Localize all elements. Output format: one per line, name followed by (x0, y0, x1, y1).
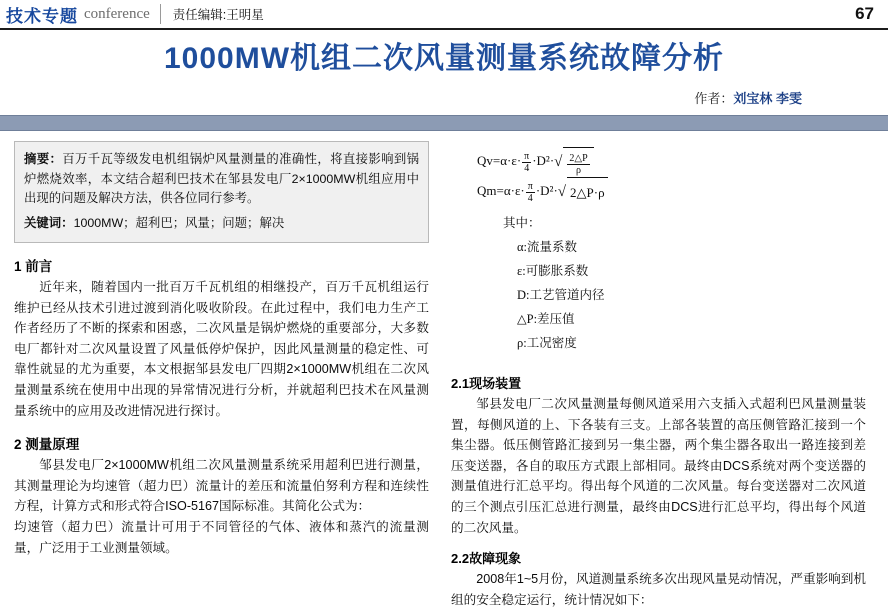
abstract-label: 摘要： (24, 152, 63, 166)
keywords-text: 1000MW；超利巴；风量；问题；解决 (73, 215, 285, 230)
authors-label: 作者： (694, 91, 734, 106)
responsible-editor: 责任编辑:王明星 (172, 8, 264, 22)
fraction-numerator: 2△P (569, 152, 588, 164)
keywords-label: 关键词： (24, 215, 74, 230)
page-title: 1000MW机组二次风量测量系统故障分析 (163, 42, 725, 75)
authors-names: 刘宝林 李雯 (733, 91, 802, 106)
formula-volumetric-flow (477, 147, 866, 177)
fraction (567, 153, 589, 176)
paragraph: 2008年1~5月份，风道测量系统多次出现风量晃动情况，严重影响到机组的安全稳定运行，统计情况如下： (451, 572, 866, 607)
fraction-denominator: 4 (524, 162, 530, 174)
legend-item: α:流量系数 (517, 240, 578, 255)
paragraph: 均速管（超力巴）流量计可用于不同管径的气体、液体和蒸汽的流量测量，广泛用于工业测量领域。 (14, 519, 429, 555)
paragraph: 近年来，随着国内一批百万千瓦机组的相继投产，百万千瓦机组运行维护已经从技术引进过渡到消化吸收阶段。在此过程中，我们电力生产工作者经历了不断的探索和困惑，二次风量是锅炉燃烧的重要部分，大多数电厂都针对二次风量设置了风量低停炉保护，因此风量测量的稳定性、可靠性就显的尤为重要，本文根据邹县发电厂四期2×1000MW机组在二次风量测量系统在使用中出现的异常情况进行分析，并就超利巴技术在风量测量系统中的应用及改进情况进行探讨。 (14, 280, 429, 418)
section-heading-1: 1 前言 (14, 259, 53, 274)
fraction (522, 151, 531, 174)
section-heading-2: 2 测量原理 (14, 437, 80, 453)
legend-item: △P:差压值 (517, 312, 575, 327)
legend-item: ρ:工况密度 (517, 336, 577, 351)
article-body (0, 131, 888, 610)
section-heading-2-1: 2.1现场装置 (451, 376, 522, 392)
left-column (14, 141, 429, 610)
right-column (451, 141, 866, 610)
page-header (0, 0, 888, 30)
legend-item: D:工艺管道内径 (517, 288, 605, 303)
fraction-denominator: ρ (576, 164, 582, 176)
abstract-box (14, 141, 429, 243)
formula-lhs: Qm=α·ε· (477, 183, 525, 199)
legend-item: ε:可膨胀系数 (517, 264, 589, 279)
header-divider-bar (0, 115, 888, 131)
formula-mid: ·D²· (535, 183, 558, 199)
page-number: 67 (855, 4, 874, 23)
fraction-numerator: π (527, 180, 533, 192)
formula-legend (477, 211, 866, 355)
formula-lhs: Qv=α·ε· (477, 153, 522, 168)
radical-icon: √ (557, 184, 567, 201)
fraction (526, 181, 535, 204)
formula-block (451, 141, 866, 355)
radicand: 2△P·ρ (567, 177, 608, 207)
fraction-denominator: 4 (527, 192, 533, 204)
radical-icon: √ (554, 154, 563, 171)
formula-mid: ·D²· (532, 153, 555, 168)
abstract-text: 百万千瓦等级发电机组锅炉风量测量的准确性，将直接影响到锅炉燃烧效率，本文结合超利巴技术在邹县发电厂2×1000MW机组应用中出现的问题及解决方法，供各位同行参考。 (24, 152, 420, 205)
authors-line (0, 78, 888, 107)
conference-label: conference (84, 4, 161, 24)
section-badge: 技术专题 (6, 6, 78, 26)
title-block (0, 30, 888, 78)
paragraph: 邹县发电厂2×1000MW机组二次风量测量系统采用超利巴进行测量，其测量理论为均速管（超力巴）流量计的差压和流量伯努利方程和连续性方程，计算方式和形式符合ISO-5167国际标准。其简化公式为： (14, 458, 429, 514)
paragraph: 邹县发电厂二次风量测量每侧风道采用六支插入式超利巴风量测量装置，每侧风道的上、下各装有三支。上部各装置的高压侧管路汇接到一个集尘器。低压侧管路汇接到另一集尘器，两个集尘器各取出一路连接到差压变送器，各自的取压方式跟上部相同。最终由DCS系统对两个变送器的测量值进行汇总平均。得出每个风道的二次风量。每台变送器对二次风道的三个测点引压汇总进行测量，最终由DCS进行汇总平均，得出每个风道的二次风量。 (451, 397, 866, 535)
section-heading-2-2: 2.2故障现象 (451, 551, 522, 567)
fraction-numerator: π (524, 150, 530, 162)
radicand (563, 147, 593, 177)
formula-mass-flow (477, 177, 866, 207)
legend-label: 其中： (503, 216, 541, 231)
